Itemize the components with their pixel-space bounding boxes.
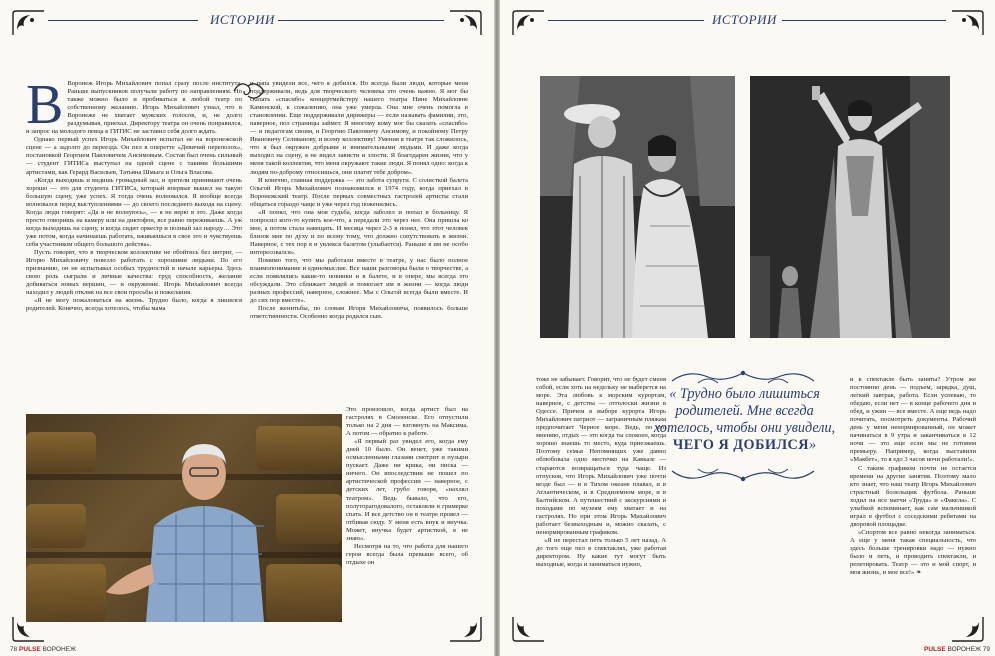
paragraph: «Я не могу пожаловаться на жизнь. Трудно было, когда я лишился родителей. Конечно, всегда хотелось, чтобы мама — [26, 297, 242, 313]
header-rule-right — [782, 20, 946, 21]
paragraph: и папа увидели все, чего я добился. Но всегда были люди, которые меня поддерживали, ведь для творческого человека это очень важно. Я мог бы сказать «спасибо» концертмейстеру нашего театра Нине Михайловне Каменской, к сожалению, она уже умерла. Она мне очень помогла в становлении. Еще поддерживали дирижеры — если называть фамилии, это, наверное, пол страницы займет. Я многому кому мог бы сказать «спасибо» — и педагогам своим, и Георгию Павловичу Ансимову, и покойному Петру Ивановичу Селиванову, и всему коллективу! Умения в театре так сложилось, что я был окружен добрыми и внимательными людьми. И даже когда выходил на сцену, я не видел зависти и злости. Я благодарен жизни, что у меня такой коллектив, что меня окружают такие люди. Я понял одно: когда к людям по-доброму относишься, они платят тебе добром». — [250, 80, 468, 176]
ornament-corner-top-left — [10, 8, 48, 38]
portrait-photo — [26, 414, 342, 622]
pull-quote-emphasis: ЧЕГО Я ДОБИЛСЯ — [672, 437, 810, 453]
article-column-r2 — [850, 376, 976, 626]
paragraph: Пусть говорят, что в творческом коллективе не обойтись без интриг, — Игорю Михайловичу повезло работать с хорошими людьми. По его признанию, он не испытывал особых трудностей в начале карьеры. Здесь свою роль сыграли и личные качества: труд способность, желание добиваться новых вершин, — и окружение. Игорь Михайлович всегда находил у людей отклик на все свои просьбы и пожелания. — [26, 248, 242, 297]
article-column-1 — [26, 80, 242, 402]
quote-ornament-bottom — [668, 465, 818, 485]
opera-photo-solo — [750, 76, 950, 338]
paragraph: тоже не забывает. Говорит, что не будет сменя собой, если хоть на недельку не выберется на море. Эта любовь к морским курортам, наверное, с детства — отголоски жизни в Одессе. Причем в выборе курорта Игорь Михайлович патриот — заграничным пляжам предпочитает Черное море. Ведь, по его мнению, отдых — это когда ты спокоен, когда хорошо знаешь то место, куда приезжаешь. Поэтому семья Непомнящих уже давно облюбовала одно местечко на Кавказе — стараются возвращаться туда чаще. Из отпусков, что Игорь Михайлович уже почти везде был — и в Тихом океане плавал, и в Атлантическом, и в Средиземном море, и в Балтийском. А путешествий с экскурсиями и походами по музеям ему хватает и на гастролях. Но при этом Игорь Михайлович работает безвыходным и, можно сказать, с ненормированным графиком. — [536, 376, 666, 536]
ornament-corner-top-left — [510, 8, 548, 38]
paragraph: И конечно, главная поддержка — это забота супруги. С солисткой балета Ольгой Игорь Михайлович познакомился в 1974 году, когда приехал в Воронежский театр. После первых совместных гастролей артисты стали общаться гораздо чаще и уже через год поженились. — [250, 176, 468, 208]
page-number: 78 — [10, 646, 18, 653]
section-header: ИСТОРИИ — [712, 12, 777, 27]
quote-close-mark: » — [809, 437, 817, 453]
page-footer-left — [10, 646, 76, 653]
page-number: 79 — [982, 646, 990, 653]
brand-city: ВОРОНЕЖ — [42, 646, 76, 653]
ornament-corner-bottom-right — [948, 614, 986, 644]
quote-open-mark: « — [669, 386, 677, 402]
page-footer-right — [924, 646, 990, 653]
brand-city: ВОРОНЕЖ — [947, 646, 981, 653]
drop-cap: В — [26, 80, 64, 136]
ornament-corner-bottom-left — [10, 614, 48, 644]
brand-logo: PULSE — [924, 646, 946, 653]
header-rule-left — [548, 20, 704, 21]
paragraph: «Когда выходишь и видишь громадный зал, и зрители принимают очень хорошо — это для студента ГИТИСа, который впервые вышел на такую большую сцену, уже успех. Я тогда очень волновался. Я вообще всегда волновался перед выступлениями — до своего последнего выхода на сцену. Когда люди говорят: «Да я не волнуюсь», — я не верю в это. Даже когда просто говоришь на камеру или на диктофон, все равно переживаешь. А уж когда выходишь на сцену, и когда сидит оркестр и полный зал народу… Это уже потом, когда начинаешь работать, вживаешься в свое это и чувствуешь себя участником общего большого действа». — [26, 176, 242, 248]
quote-ornament-top — [668, 367, 818, 387]
section-header: ИСТОРИИ — [210, 12, 275, 27]
brand-logo: PULSE — [19, 646, 41, 653]
paragraph: Однако первый успех Игорь Михайлович испытал не на воронежской сцене — а задолго до переезда. Он пел в оперетте «Девичий переполох», постановкой Георгием Павловичем Ансимовым. Состав был очень сильный — студент ГИТИСа выступал на одной сцене с такими большими артистами, как Герард Васильев, Татьяна Шмыга и Ольга Власова. — [26, 136, 242, 176]
paragraph: «Я не перестал петь только 5 лет назад. А до того еще пел в спектаклях, уже работая директором. Ну какие тут могут быть выходные, когда и заниматься нужно, — [536, 536, 666, 569]
paragraph: Это произошло, когда артист был на гастролях в Смоленске. Его отпустили только на 2 дня — взглянуть на Максима. А потом — обратно к работе. — [346, 406, 468, 438]
ornament-corner-top-right — [446, 8, 484, 38]
article-column-2 — [250, 80, 468, 402]
paragraph: Помимо того, что мы работали вместе в театре, у нас было полное взаимопонимание и единомыслие. Все наши разговоры были о творчестве, а если появлялись какие-то новинки и в балете, и в опере, мы всегда это обсуждали. Это сближает людей и помогает им в жизни — когда люди разных профессий, наверное, сложнее. Мы с Ольгой всегда были вместе. И до сих пор вместе». — [250, 257, 468, 305]
article-column-3 — [346, 406, 468, 630]
left-page — [0, 0, 494, 656]
paragraph: Воронеж Игорь Михайлович попал сразу после института. Раньше выпускников получали работу по направлениям. Но также можно было и пробиваться в любой театр по собственному желанию. Игорь Михайлович узнал, что в Воронеже не хватает мужских голосов, и, не долго раздумывая, приехал. Директору театра он очень понравился, и запрос на молодого певца в ГИТИС не заставил себя долго ждать. — [26, 80, 242, 136]
ornament-corner-top-right — [948, 8, 986, 38]
right-page — [500, 0, 995, 656]
opera-photo-couple — [540, 76, 735, 338]
header-rule-right — [278, 20, 444, 21]
pull-quote-text: Трудно было лишиться родителей. Мне всегда хотелось, чтобы они увидели, — [653, 386, 836, 436]
paragraph: «Я первый раз увидел его, когда ему дней 10 было. Он венет, уже такими осмысленными глазами смотрит и пузыри пускает. Даже ни крика, ни писка — ничего. Он впоследствии не пошел по артистической профессии — наверное, с детских лет, грубо говоря, «нахлял театром». Ведь бывало, что его, полуторагодовалого, оставляли в гримерке спать. И все детство он в театре провел — отбивая сюду. У меня есть внук и внучка. Может, внучка будет артисткой, я не знаю». — [346, 438, 468, 542]
ornament-corner-bottom-left — [510, 614, 548, 644]
header-rule-left — [48, 20, 198, 21]
pull-quote — [652, 386, 837, 454]
paragraph: Несмотря на то, что работа для нашего героя всегда была превыше всего, об отдыхе он — [346, 542, 468, 566]
paragraph: С таким графиком почти не остается времени на другие занятия. Поэтому мало кто знает, что наш театр Игорь Михайлович страстный болельщик футбола. Раньше ходил на все матчи «Труда» и «Факела». С улыбкой вспоминает, как сам мальчишкой играл в футбол с соседскими ребятами на дворовой площадке. — [850, 464, 976, 528]
paragraph: «Я понял, что она моя судьба, когда заболел и попал в больницу. Я попросил кого-то купить кое-что, а передали это через нее. Она пришла ко мне, а потом стала навещать. И месяца через 2-3 я понял, что этот человек близок мне по духу и по всему тому, что должно сопутствовать в жизни. Наверное, с тех пор я и увлекся балетом (улыбается). Раньше я им не особо интересовался». — [250, 208, 468, 256]
paragraph: и в спектакле быть заняты? Утром же постоянно день — подъем, зарядка, душ, легкий завтрак, работа. Если успеваю, то обедаю, если нет — в конце рабочего дня и обед, и ужин — все вместе. А еще ведь надо почитать, посмотреть документы. Рабочий день у меня ненормированный, он может начинаться в 9 утра и заканчиваться в 12 ночи — это еще если мы не готовим премьеру. Например, когда выставили «Макбет», то я едо 3 часов ночи работали!». — [850, 376, 976, 464]
paragraph: После женитьбы, по словам Игоря Михайловича, появилось больше ответственности. Особенно когда родился сын. — [250, 305, 468, 321]
article-column-r1 — [536, 376, 666, 626]
ornament-corner-bottom-right — [446, 614, 484, 644]
paragraph: «Спортом все равно некогда заниматься. А еще у меня такая специальность, что здесь больше тренировки надо — нужно было и петь, и проводить спектакли, и репетировать. Театр — это и мой спорт, и моя жизнь, и мое все!» ❧ — [850, 528, 976, 577]
